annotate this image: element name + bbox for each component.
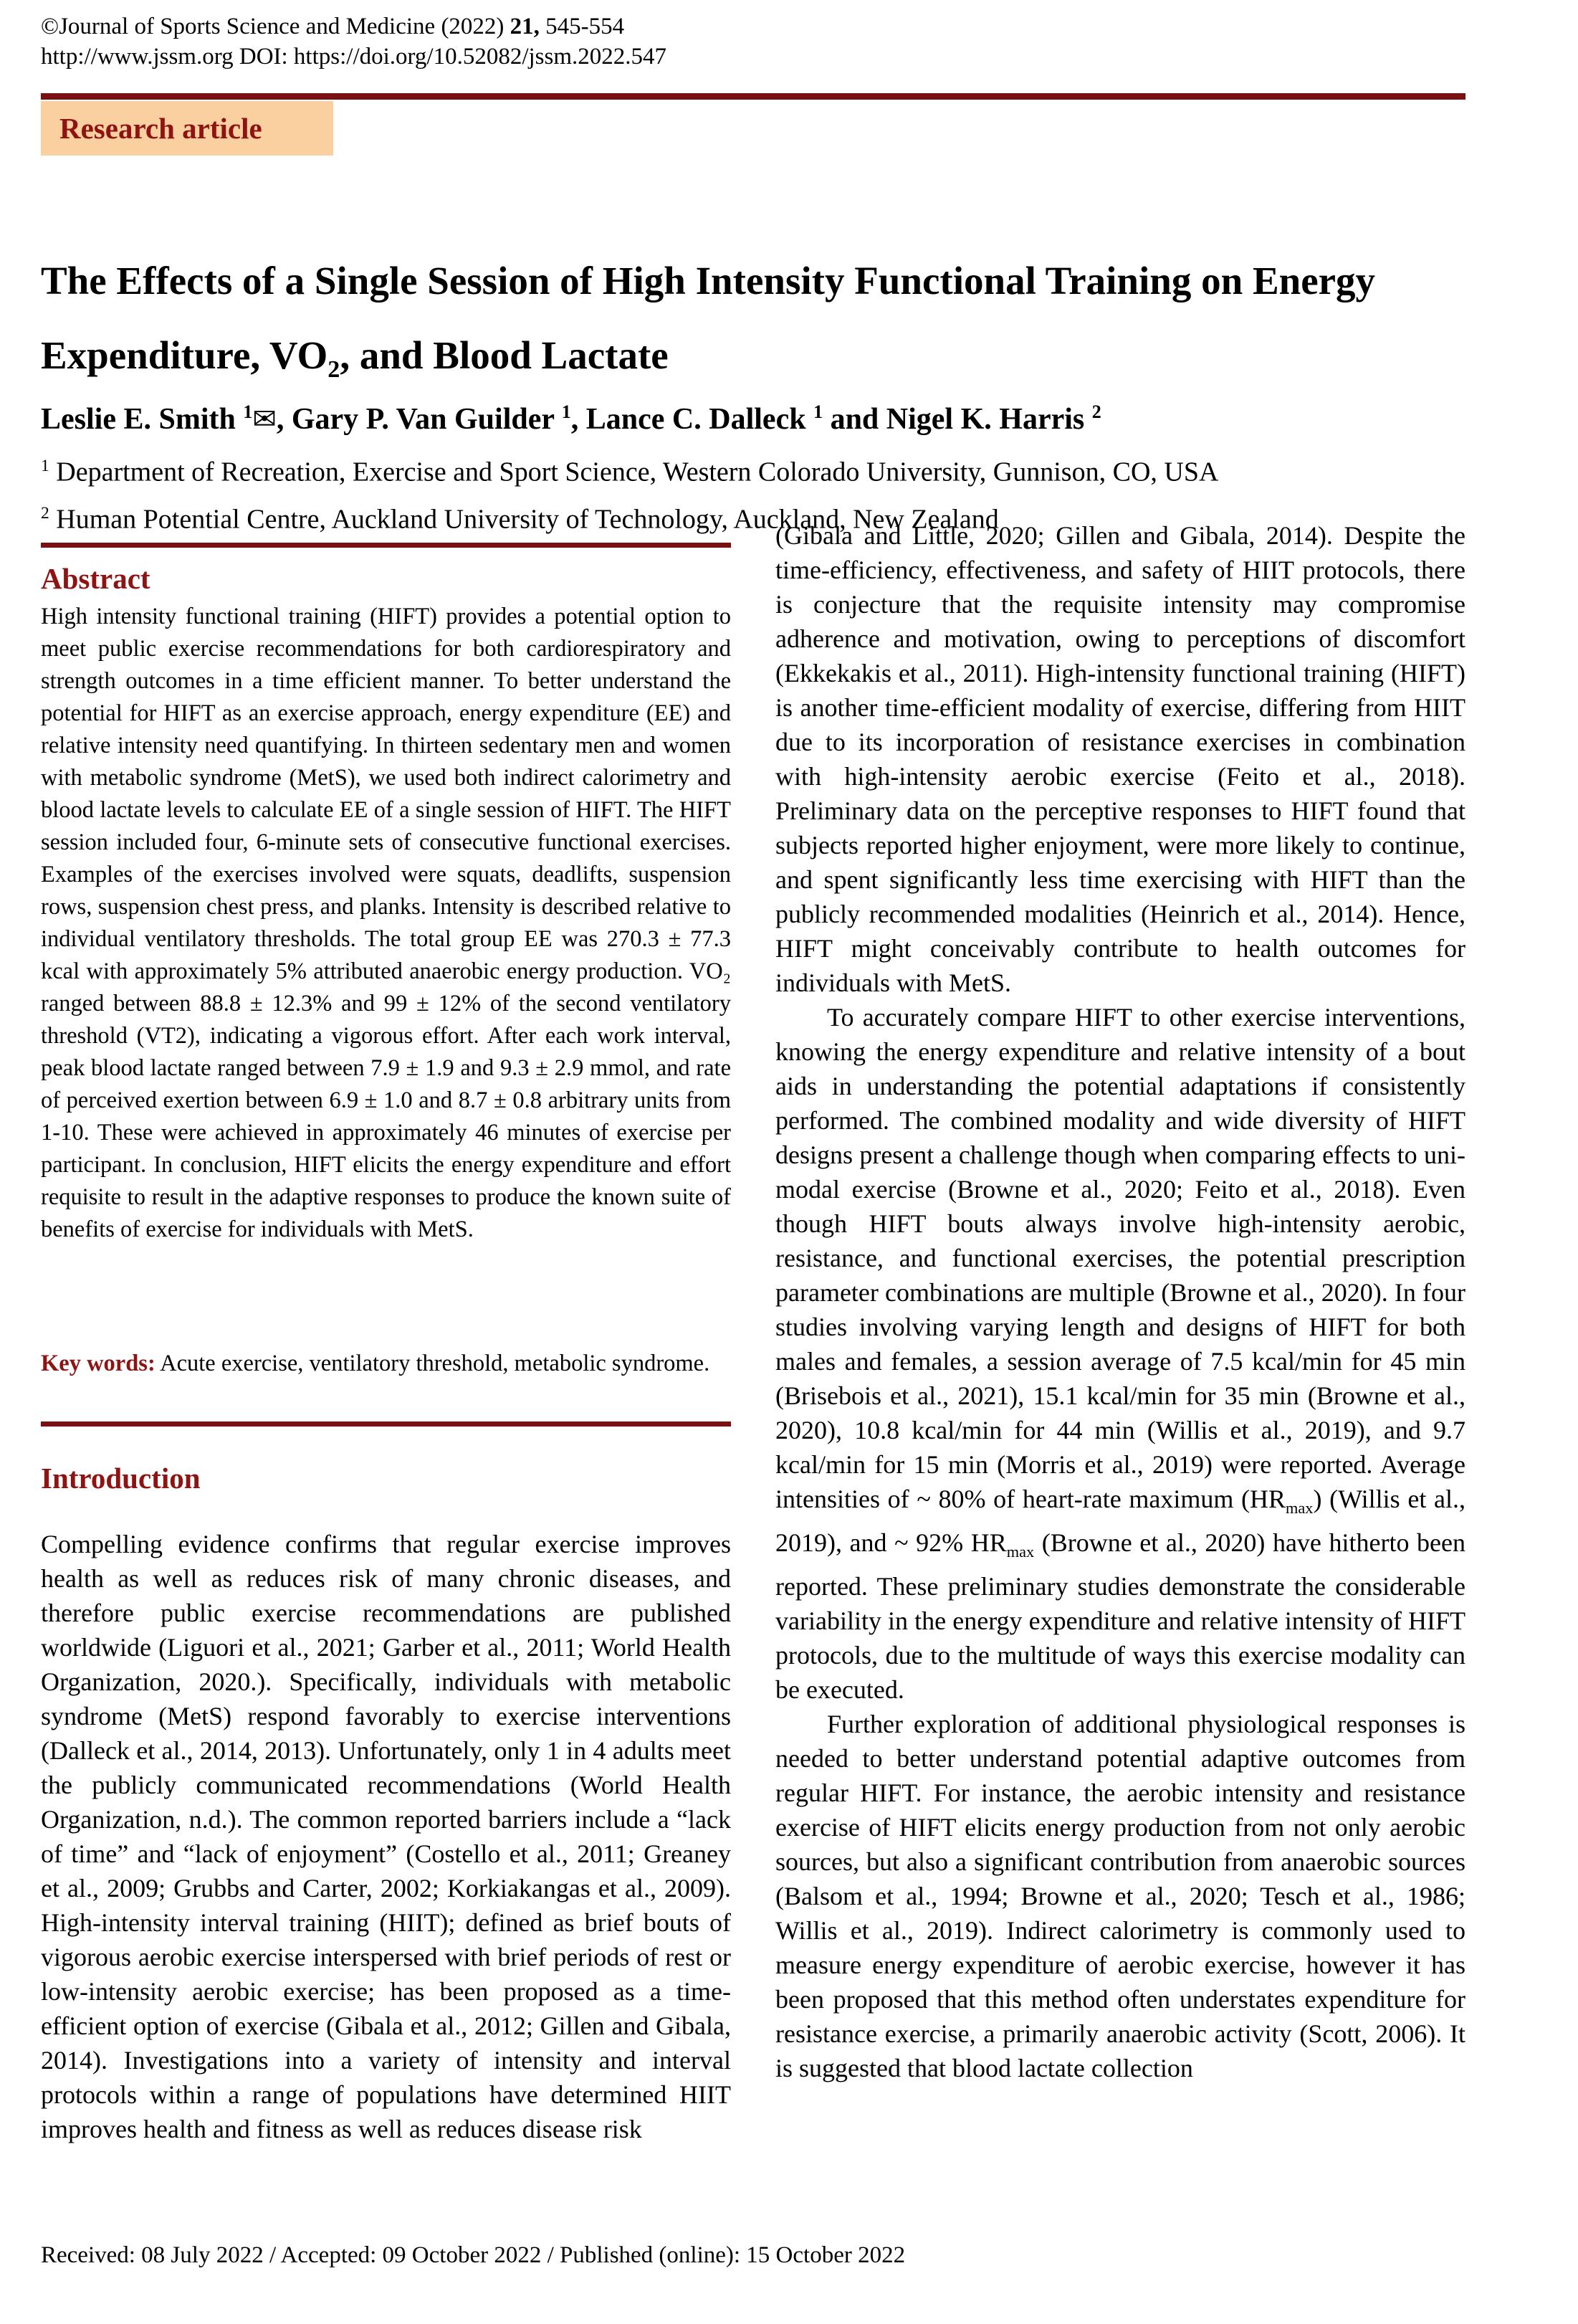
article-title-line1: The Effects of a Single Session of High Intensity Functional Training on Energy — [41, 259, 1376, 303]
research-article-badge — [41, 101, 333, 156]
introduction-heading: Introduction — [41, 1462, 201, 1495]
hr-max-subscript: max — [1006, 1543, 1035, 1561]
author-affiliation-mark: 2 — [1091, 401, 1101, 422]
author-affiliation-mark: 1 — [561, 401, 571, 422]
author-affiliation-mark: 1 — [243, 401, 253, 422]
hr-max-subscript: max — [1286, 1499, 1314, 1518]
envelope-icon: ✉ — [252, 403, 277, 436]
header-divider — [41, 93, 1465, 100]
keywords-text: Acute exercise, ventilatory threshold, metabolic syndrome. — [155, 1351, 710, 1376]
journal-doi-line: http://www.jssm.org DOI: https://doi.org/10.52082/jssm.2022.547 — [41, 44, 667, 70]
vo2-subscript: 2 — [327, 356, 340, 383]
journal-pages: 545-554 — [539, 14, 625, 39]
article-title-line2: Expenditure, $VO_2$, and Blood Lactate — [41, 333, 669, 383]
author-name: Leslie E. Smith — [41, 403, 244, 436]
author-name: , Lance C. Dalleck — [570, 403, 814, 436]
research-article-label: Research article — [59, 112, 262, 145]
journal-volume: 21, — [510, 14, 540, 39]
keywords-label: Key words: — [41, 1351, 156, 1376]
abstract-body: High intensity functional training (HIFT) provides a potential option to meet public exercise recommendations for both cardiorespiratory and strength outcomes in a time efficient manner. To better understand the potential for HIFT as an exercise approach, energy expenditure (EE) and relative intensity need quantifying. In thirteen sedentary men and women with metabolic syndrome (MetS), we used both indirect calorimetry and blood lactate levels to calculate EE of a single session of HIFT. The HIFT session included four, 6-minute sets of consecutive functional exercises. Examples of the exercises involved were squats, deadlifts, suspension rows, suspension chest press, and planks. Intensity is described relative to individual ventilatory thresholds. The total group EE was 270.3 ± 77.3 kcal with approximately 5% attributed anaerobic energy production. VO₂ ranged between 88.8 ± 12.3% and 99 ± 12% of the second ventilatory threshold (VT2), indicating a vigorous effort. After each work interval, peak blood lactate ranged between 7.9 ± 1.9 and 9.3 ± 2.9 mmol, and rate of perceived exertion between 6.9 ± 1.0 and 8.7 ± 0.8 arbitrary units from 1-10. These were achieved in approximately 46 minutes of exercise per participant. In conclusion, HIFT elicits the energy expenditure and effort requisite to result in the adaptive responses to produce the known suite of benefits of exercise for individuals with MetS. — [41, 604, 731, 1242]
right-column — [775, 518, 1465, 2085]
body-paragraph: To accurately compare HIFT to other exercise interventions, knowing the energy expenditure and relative intensity of a bout aids in understanding the potential adaptations if consistently performed. The combined modality and wide diversity of HIFT designs present a challenge though when comparing effects to uni-modal exercise (Browne et al., 2020; Feito et al., 2018). Even though HIFT bouts always involve high-intensity aerobic, resistance, and functional exercises, the potential prescription parameter combinations are multiple (Browne et al., 2020). In four studies involving varying length and designs of HIFT for both males and females, a session average of 7.5 kcal/min for 45 min (Brisebois et al., 2021), 15.1 kcal/min for 35 min (Browne et al., 2020), 10.8 kcal/min for 44 min (Willis et al., 2019), and 9.7 kcal/min for 15 min (Morris et al., 2019) were reported. Average intensities of ~ 80% of heart-rate maximum $(HR_{max})$ (Willis et al., 2019), and ~ 92% $HR_{max}$ (Browne et al., 2020) have hitherto been reported. These preliminary studies demonstrate the considerable variability in the energy expenditure and relative intensity of HIFT protocols, due to the multitude of ways this exercise modality can be executed. — [775, 1003, 1465, 1705]
journal-citation-line — [41, 11, 666, 42]
body-paragraph: Further exploration of additional physiological responses is needed to better understand potential adaptive outcomes from regular HIFT. For instance, the aerobic intensity and resistance exercise of HIFT elicits energy production from not only aerobic sources, but also a significant contribution from anaerobic sources (Balsom et al., 1994; Browne et al., 2020; Tesch et al., 1986; Willis et al., 2019). Indirect calorimetry is commonly used to measure energy expenditure of aerobic exercise, however it has been proposed that this method often understates expenditure for resistance exercise, a primarily anaerobic activity (Scott, 2006). It is suggested that blood lactate collection — [775, 1710, 1465, 2083]
authors-line — [41, 401, 1471, 437]
affiliation-2: $^2$ Human Potential Centre, Auckland University of Technology, Auckland, New Zealand — [41, 503, 999, 535]
journal-header — [41, 11, 666, 72]
abstract-divider — [41, 543, 731, 548]
received-accepted-published: Received: 08 July 2022 / Accepted: 09 October 2022 / Published (online): 15 October 2022 — [41, 2242, 906, 2268]
introduction-paragraph: Compelling evidence confirms that regular exercise improves health as well as reduces risk of many chronic diseases, and therefore public exercise recommendations are published worldwide (Liguori et al., 2021; Garber et al., 2011; World Health Organization, 2020.). Specifically, individuals with metabolic syndrome (MetS) respond favorably to exercise interventions (Dalleck et al., 2014, 2013). Unfortunately, only 1 in 4 adults meet the publicly communicated recommendations (World Health Organization, n.d.). The common reported barriers include a “lack of time” and “lack of enjoyment” (Costello et al., 2011; Greaney et al., 2009; Grubbs and Carter, 2002; Korkiakangas et al., 2009). High-intensity interval training (HIIT); defined as brief bouts of vigorous aerobic exercise interspersed with brief periods of rest or low-intensity aerobic exercise; has been proposed as a time-efficient option of exercise (Gibala et al., 2012; Gillen and Gibala, 2014). Investigations into a variety of intensity and interval protocols within a range of populations have determined HIIT improves health and fitness as well as reduces disease risk — [41, 1530, 731, 2143]
keywords-divider — [41, 1421, 731, 1427]
keywords — [41, 1348, 731, 1380]
affiliation-1: $^1$ Department of Recreation, Exercise and Sport Science, Western Colorado University, Gunnison, CO, USA — [41, 457, 1219, 487]
journal-name: ©Journal of Sports Science and Medicine (2022) — [41, 14, 510, 39]
author-name: , Gary P. Van Guilder — [276, 403, 562, 436]
author-name: and Nigel K. Harris — [823, 403, 1092, 436]
abstract-heading: Abstract — [41, 562, 150, 595]
article-title — [41, 244, 1471, 407]
author-affiliation-mark: 1 — [813, 401, 823, 422]
body-paragraph-continuation: (Gibala and Little, 2020; Gillen and Gibala, 2014). Despite the time-efficiency, effectiveness, and safety of HIIT protocols, there is conjecture that the requisite intensity may compromise adherence and motivation, owing to perceptions of discomfort (Ekkekakis et al., 2011). High-intensity functional training (HIFT) is another time-efficient modality of exercise, differing from HIIT due to its incorporation of resistance exercises in combination with high-intensity aerobic exercise (Feito et al., 2018). Preliminary data on the perceptive responses to HIFT found that subjects reported higher enjoyment, were more likely to continue, and spent significantly less time exercising with HIFT than the publicly recommended modalities (Heinrich et al., 2014). Hence, HIFT might conceivably contribute to health outcomes for individuals with MetS. — [775, 521, 1465, 997]
